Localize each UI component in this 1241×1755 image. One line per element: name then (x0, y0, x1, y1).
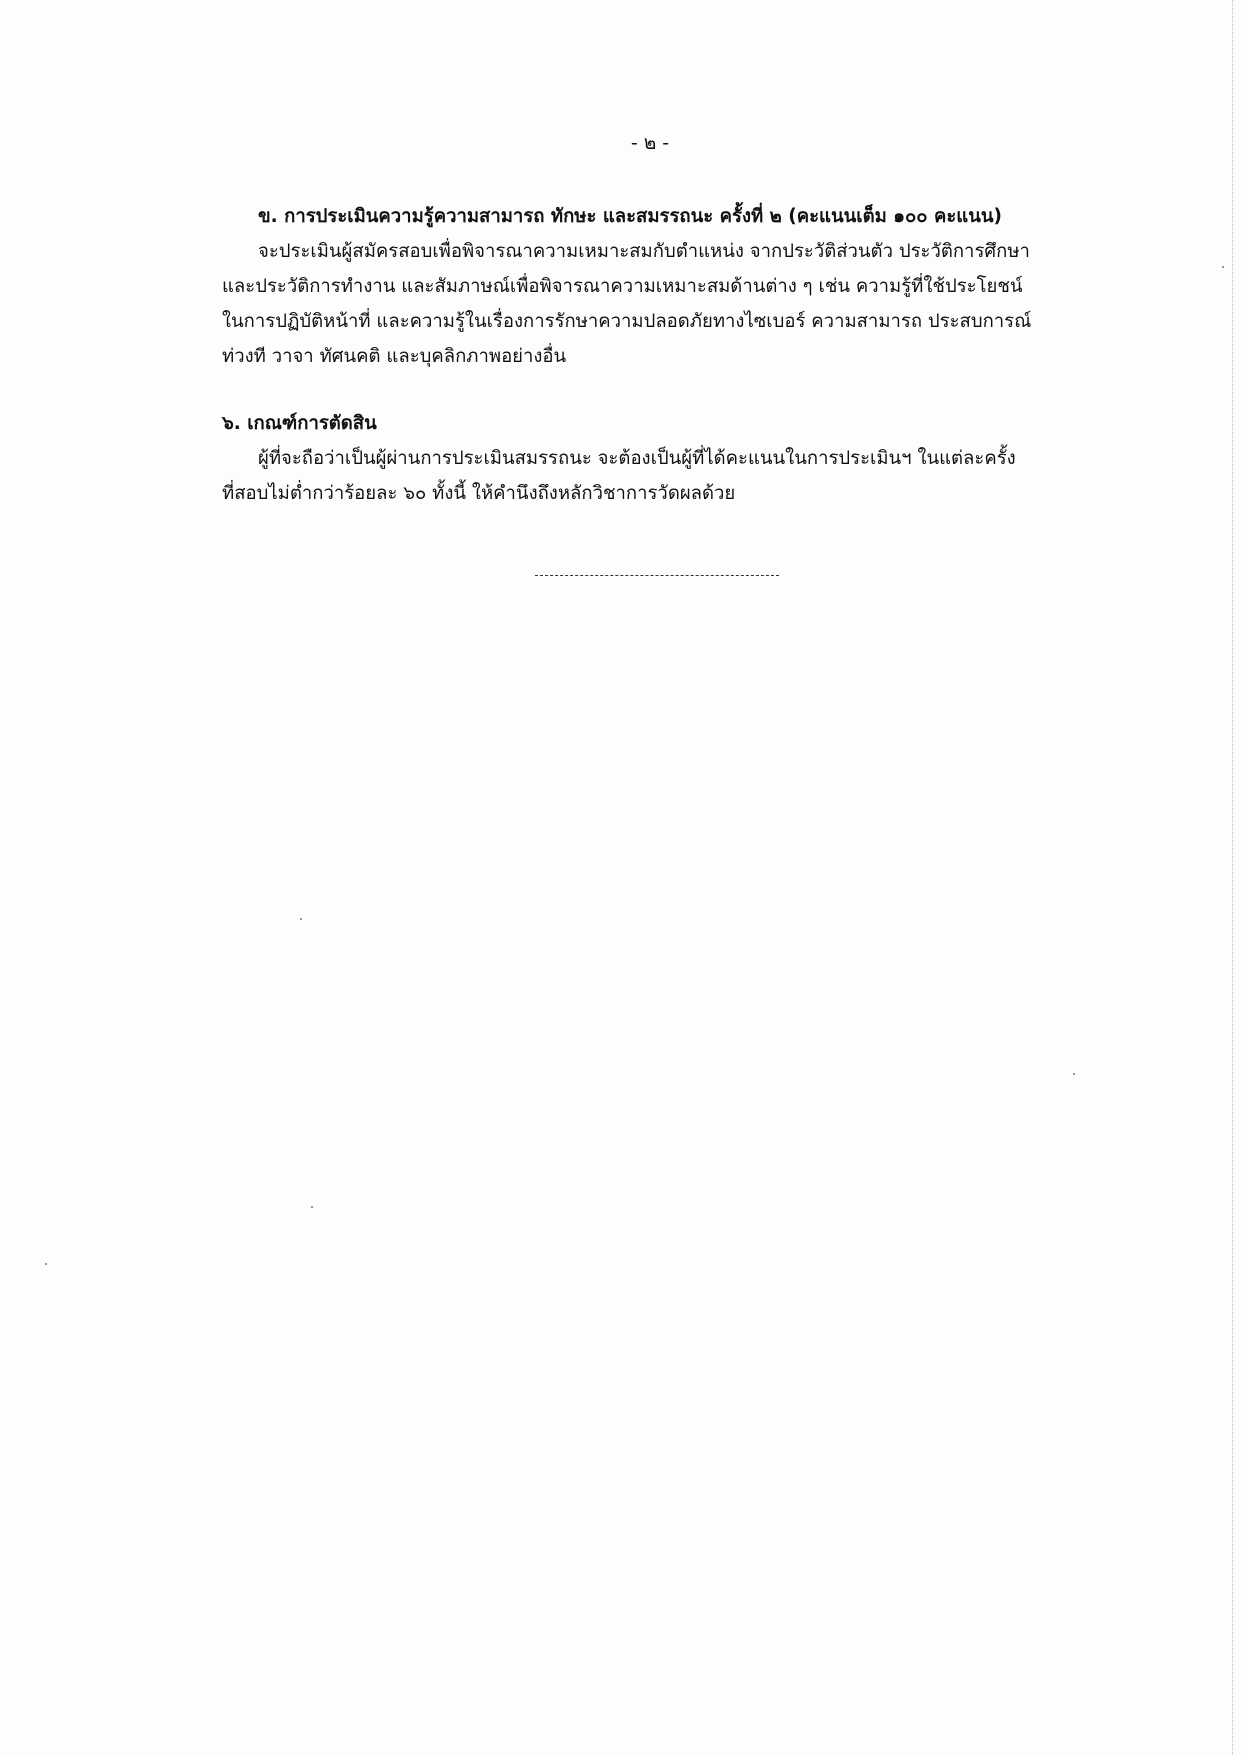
paragraph-line: ที่สอบไม่ต่ำกว่าร้อยละ ๖๐ ทั้งนี้ ให้คำนึงถึงหลักวิชาการวัดผลด้วย (222, 483, 736, 504)
scan-speck (1073, 1073, 1075, 1075)
page-number: - ๒ - (630, 132, 670, 154)
scan-speck (300, 918, 302, 920)
section-6-paragraph (222, 441, 1122, 511)
section-6-heading (222, 406, 1122, 441)
scan-speck (311, 1206, 313, 1208)
paragraph-line: ผู้ที่จะถือว่าเป็นผู้ผ่านการประเมินสมรรถนะ จะต้องเป็นผู้ที่ได้คะแนนในการประเมินฯ ในแต่ละครั้ง (258, 448, 1016, 469)
section-b-paragraph (222, 234, 1122, 374)
section-b-heading (222, 199, 1122, 234)
paragraph-line: ท่วงที วาจา ทัศนคติ และบุคลิกภาพอย่างอื่น (222, 346, 567, 367)
end-divider (535, 575, 779, 576)
paragraph-line: ในการปฏิบัติหน้าที่ และความรู้ในเรื่องการรักษาความปลอดภัยทางไซเบอร์ ความสามารถ ประสบการณ์ (222, 311, 1032, 332)
section-6-heading-text: ๖. เกณฑ์การตัดสิน (222, 413, 377, 434)
paragraph-line: จะประเมินผู้สมัครสอบเพื่อพิจารณาความเหมาะสมกับตำแหน่ง จากประวัติส่วนตัว ประวัติการศึกษา (258, 241, 1030, 262)
scan-edge (1231, 0, 1233, 1755)
paragraph-line: และประวัติการทำงาน และสัมภาษณ์เพื่อพิจารณาความเหมาะสมด้านต่าง ๆ เช่น ความรู้ที่ใช้ประโยชน์ (222, 276, 1023, 297)
scan-speck (1222, 266, 1224, 268)
scan-speck (45, 1263, 47, 1265)
section-b-heading-text: ข. การประเมินความรู้ความสามารถ ทักษะ และสมรรถนะ ครั้งที่ ๒ (คะแนนเต็ม ๑๐๐ คะแนน) (258, 206, 1002, 227)
